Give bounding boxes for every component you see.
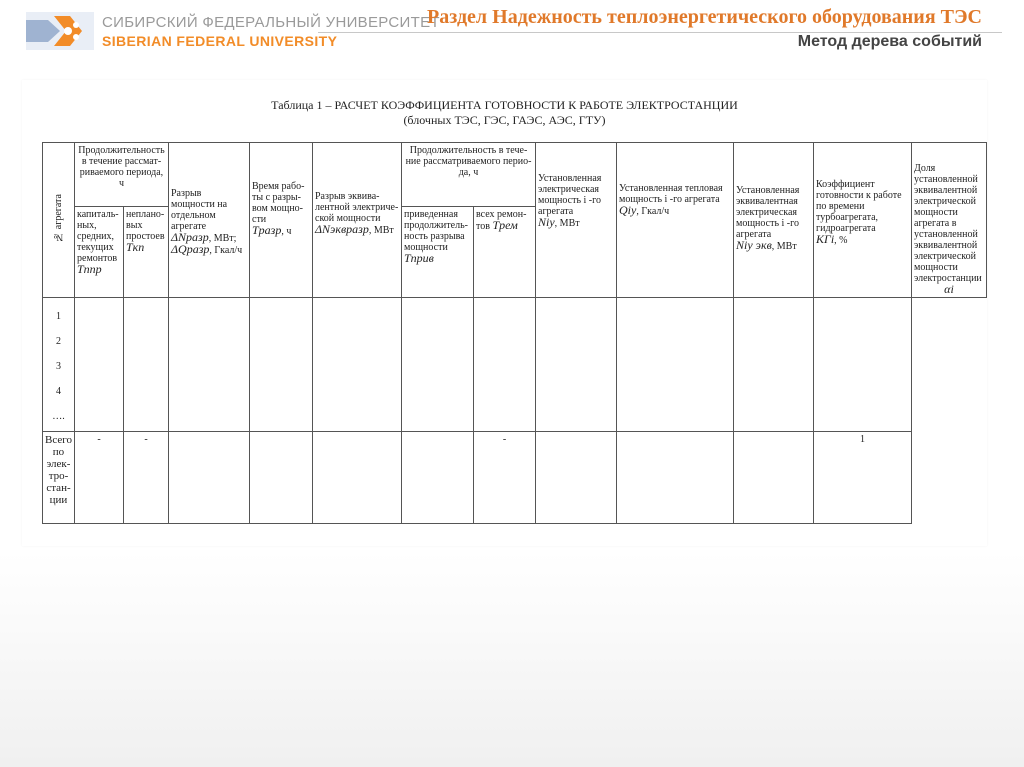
university-logo — [26, 12, 440, 52]
header-unplanned-outages: неплановых простоев Tкп — [124, 207, 169, 298]
table-cell — [734, 298, 814, 432]
header-installed-electric: Установленная электрическая мощность i -го агрегата Niу, МВт — [536, 143, 617, 298]
section-subtitle: Метод дерева событий — [797, 33, 982, 50]
header-reduced-duration: приведенная продолжительность разрыва мощности Tприв — [402, 207, 474, 298]
row-number: 3 — [56, 361, 61, 372]
availability-table — [42, 142, 987, 524]
header-installed-equiv: Установленная эквивалентная электрическая мощность i -го агрегата Niу экв, МВт — [734, 143, 814, 298]
logo-name-en: SIBERIAN FEDERAL UNIVERSITY — [102, 33, 338, 49]
table-cell — [169, 298, 250, 432]
reduced-duration-symbol: Tприв — [404, 251, 434, 266]
table-cell — [814, 298, 912, 432]
table-cell — [313, 432, 402, 524]
gap-time-symbol: Tразр — [252, 223, 282, 237]
sfu-logo-mark-icon — [26, 12, 94, 50]
total-unplanned-outages: - — [124, 432, 169, 524]
table-cell — [250, 432, 313, 524]
row-number: 4 — [56, 386, 61, 397]
table-subtitle: (блочных ТЭС, ГЭС, ГАЭС, АЭС, ГТУ) — [403, 113, 606, 127]
unplanned-outages-symbol: Tкп — [126, 240, 145, 255]
table-cell — [617, 298, 734, 432]
table-cell — [402, 432, 474, 524]
header-duration-group: Продолжительность в течение рассматриваемого периода, ч — [75, 143, 169, 207]
total-all-repairs: - — [474, 432, 536, 524]
header-capital-repairs: капитальных, средних, текущих ремонтов Tппр — [75, 207, 124, 298]
table-cell — [75, 298, 124, 432]
header-duration-group-2: Продолжительность в течение рассматриваемого периода, ч — [402, 143, 536, 207]
table-cell — [313, 298, 402, 432]
row-number: …. — [52, 411, 65, 422]
capital-repairs-symbol: Tппр — [77, 262, 102, 277]
total-capital-repairs: - — [75, 432, 124, 524]
document-image — [22, 80, 987, 546]
installed-heat-symbol: Qiу — [619, 203, 637, 217]
header-gap-time: Время работы с разрывом мощности Tразр, ч — [250, 143, 313, 298]
table-cell — [169, 432, 250, 524]
equiv-gap-symbol: ΔNэквразр — [315, 222, 369, 236]
table-cell — [474, 298, 536, 432]
total-capacity-share: 1 — [814, 432, 912, 524]
all-repairs-symbol: Tрем — [492, 218, 518, 233]
header-capacity-share: Доля установленной эквивалентной электрической мощности агрегата в установленной эквивалентной электрической мощности электростанции αi — [912, 143, 987, 298]
installed-electric-symbol: Niу — [538, 215, 555, 229]
table-cell — [250, 298, 313, 432]
table-title: Таблица 1 – РАСЧЕТ КОЭФФИЦИЕНТА ГОТОВНОСТИ К РАБОТЕ ЭЛЕКТРОСТАНЦИИ — [271, 98, 738, 112]
header-equiv-gap: Разрыв эквивалентной электрической мощности ΔNэквразр, МВт — [313, 143, 402, 298]
table-cell — [617, 432, 734, 524]
installed-equiv-symbol: Niу экв — [736, 238, 772, 252]
total-label: Всего по электростанции — [43, 432, 75, 524]
table-caption — [22, 98, 987, 128]
row-number: 2 — [56, 336, 61, 347]
table-cell — [124, 298, 169, 432]
capacity-share-symbol: αi — [944, 282, 954, 296]
header-power-gap: Разрыв мощности на отдельном агрегате ΔNразр, МВт; ΔQразр, Гкал/ч — [169, 143, 250, 298]
table-cell — [734, 432, 814, 524]
header-installed-heat: Установленная тепловая мощность i -го агрегата Qiу, Гкал/ч — [617, 143, 734, 298]
header-unit-no: № агрегата — [43, 143, 75, 298]
table-cell — [536, 298, 617, 432]
header-all-repairs: всех ремонтов Tрем — [474, 207, 536, 298]
availability-coefficient-symbol: KГi — [816, 232, 835, 246]
power-gap-symbol-1: ΔNразр — [171, 230, 209, 244]
table-cell — [536, 432, 617, 524]
logo-name-ru: СИБИРСКИЙ ФЕДЕРАЛЬНЫЙ УНИВЕРСИТЕТ — [102, 14, 440, 31]
row-number: 1 — [56, 311, 61, 322]
power-gap-symbol-2: ΔQразр — [171, 242, 210, 256]
row-numbers-cell — [43, 298, 75, 432]
table-cell — [402, 298, 474, 432]
section-title: Раздел Надежность теплоэнергетического оборудования ТЭС — [427, 6, 982, 28]
header-availability-coefficient: Коэффициент готовности к работе по времени турбоагрегата, гидроагрегата KГi, % — [814, 143, 912, 298]
